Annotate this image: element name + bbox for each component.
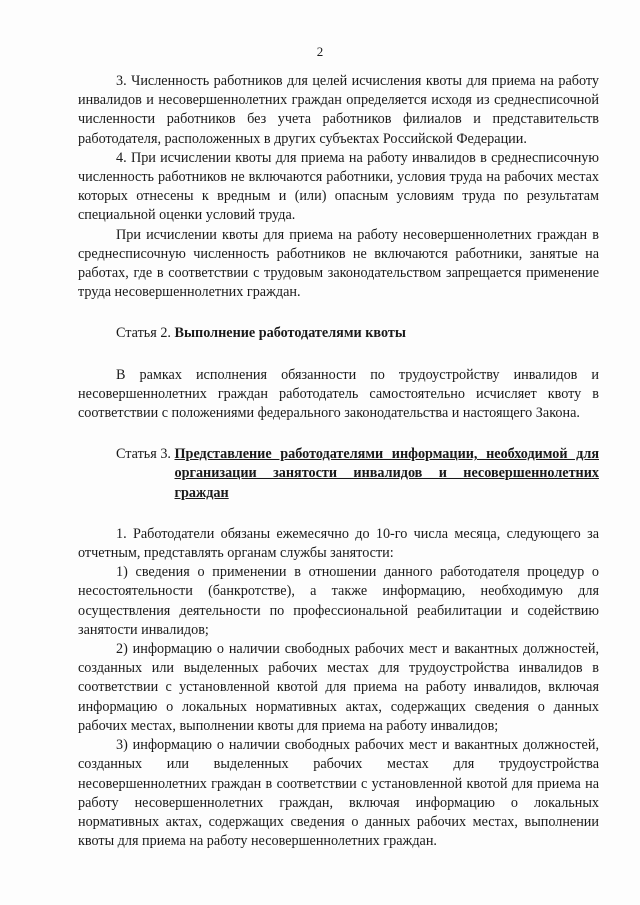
article-2-text: В рамках исполнения обязанности по трудоустройству инвалидов и несовершеннолетних граждан работодатель самостоятельно исчисляет квоту в соответствии с положениями федерального законодательства и настоящего Закона. [78,366,599,422]
article-2-title: Выполнение работодателями квоты [174,325,406,342]
paragraph-4: 4. При исчислении квоты для приема на работу инвалидов в среднесписочную численность работников не включаются работники, условия труда на рабочих местах которых отнесены к вредным и (или) опасным условиям труда по результатам специальной оценки условий труда. [78,149,599,224]
article-3-label: Статья 3. [116,446,175,463]
article-3-heading [78,445,599,503]
paragraph-3: 3. Численность работников для целей исчисления квоты для приема на работу инвалидов и несовершеннолетних граждан определяется исходя из среднесписочной численности работников без учета работников филиалов и представительств работодателя, расположенных в других субъектах Российской Федерации. [78,73,599,147]
article-3-intro: 1. Работодатели обязаны ежемесячно до 10-го числа месяца, следующего за отчетным, представлять органам службы занятости: [78,525,599,562]
article-3-item-2: 2) информацию о наличии свободных рабочих мест и вакантных должностей, созданных или выделенных рабочих местах для трудоустройства инвалидов в соответствии с установленной квотой для приема на работу инвалидов, включая информацию о локальных нормативных актах, содержащих сведения о данных рабочих местах, выполнении квоты для приема на работу инвалидов; [78,641,599,734]
article-2-label: Статья 2. [116,325,175,342]
article-3-title: Представление работодателями информации, необходимой для организации занятости инвалидов и несовершеннолетних граждан [174,446,599,501]
document-body [78,72,599,851]
paragraph-minors-quota: При исчислении квоты для приема на работу несовершеннолетних граждан в среднесписочную численность работников не включаются работники, занятые на работах, где в соответствии с трудовым законодательством запрещается применение труда несовершеннолетних граждан. [78,226,599,301]
page-number: 2 [316,44,324,59]
article-3-item-1: 1) сведения о применении в отношении данного работодателя процедур о несостоятельности (банкротстве), а также информацию, необходимую для осуществления деятельности по профессиональной реабилитации и содействию занятости инвалидов; [78,564,599,638]
article-2-heading [78,324,599,343]
article-3-item-3: 3) информацию о наличии свободных рабочих мест и вакантных должностей, созданных или выделенных рабочих местах для трудоустройства несовершеннолетних граждан в соответствии с установленной квотой для приема на работу несовершеннолетних граждан, включая информацию о локальных нормативных актах, содержащих сведения о данных рабочих местах, выполнении квоты для приема на работу несовершеннолетних граждан. [78,737,599,850]
